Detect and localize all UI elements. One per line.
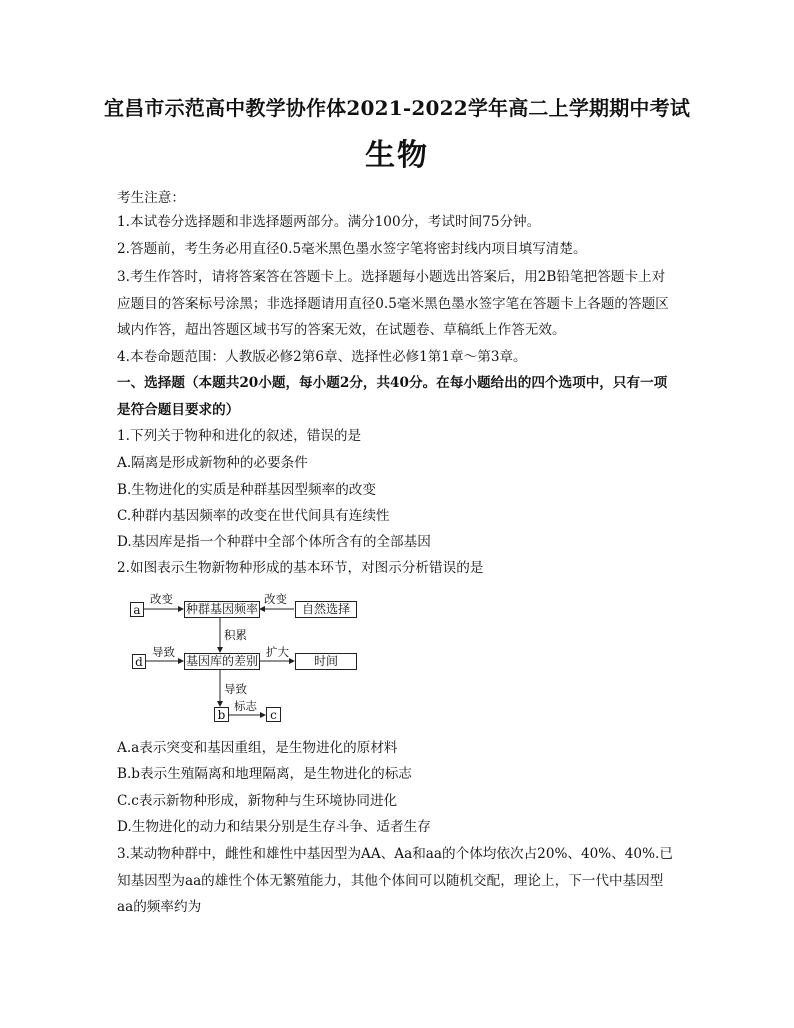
option-d: D.基因库是指一个种群中全部个体所含有的全部基因: [117, 534, 431, 550]
option-c: C.c表示新物种形成，新物种与生环境协同进化: [117, 793, 398, 809]
section-heading: 一、选择题（本题共20小题，每小题2分，共40分。在每小题给出的四个选项中，只有一项: [117, 375, 668, 391]
speciation-diagram: [128, 592, 368, 728]
box-a: a: [130, 602, 144, 617]
box-gene-frequency: 种群基因频率: [185, 602, 258, 616]
section-heading-cont: 是符合题目要求的）: [117, 402, 240, 418]
question-stem-cont: 知基因型为aa的雄性个体无繁殖能力，其他个体间可以随机交配，理论上，下一代中基因型: [117, 873, 664, 889]
box-time: 时间: [295, 653, 357, 670]
subject-title: 生物: [365, 138, 429, 173]
notice-item: 域内作答，超出答题区域书写的答案无效，在试题卷、草稿纸上作答无效。: [117, 322, 566, 338]
exam-title: 宜昌市示范高中教学协作体2021-2022学年高二上学期期中考试: [103, 96, 691, 120]
box-c: c: [266, 707, 281, 722]
option-a: A.隔离是形成新物种的必要条件: [117, 455, 308, 471]
label-change: 改变: [264, 592, 287, 606]
notice-item: 3.考生作答时，请将答案答在答题卡上。选择题每小题选出答案后，用2B铅笔把答题卡上对: [117, 269, 666, 285]
notice-heading: 考生注意：: [117, 190, 185, 206]
notice-item: 1.本试卷分选择题和非选择题两部分。满分100分，考试时间75分钟。: [117, 214, 541, 230]
box-d: d: [132, 654, 146, 669]
box-natural-selection: 自然选择: [295, 601, 357, 618]
question-stem: 2.如图表示生物新物种形成的基本环节，对图示分析错误的是: [117, 560, 484, 576]
box-gene-pool-difference: 基因库的差别: [185, 654, 258, 668]
label-mark: 标志: [234, 699, 257, 713]
option-d: D.生物进化的动力和结果分别是生存斗争、适者生存: [117, 819, 431, 835]
label-lead: 导致: [224, 682, 247, 696]
option-b: B.生物进化的实质是种群基因型频率的改变: [117, 482, 376, 498]
label-lead: 导致: [152, 645, 175, 659]
option-c: C.种群内基因频率的改变在世代间具有连续性: [117, 508, 390, 524]
notice-item: 应题目的答案标号涂黑；非选择题请用直径0.5毫米黑色墨水签字笔在答题卡上各题的答题区: [117, 296, 669, 312]
notice-item: 2.答题前，考生务必用直径0.5毫米黑色墨水签字笔将密封线内项目填写清楚。: [117, 241, 587, 257]
box-b: b: [214, 707, 229, 722]
notice-item: 4.本卷命题范围：人教版必修2第6章、选择性必修1第1章～第3章。: [117, 349, 527, 365]
question-stem-cont: aa的频率约为: [117, 899, 202, 915]
label-accumulate: 积累: [224, 628, 247, 642]
option-a: A.a表示突变和基因重组，是生物进化的原材料: [117, 740, 398, 756]
question-stem: 3.某动物种群中，雌性和雄性中基因型为AA、Aa和aa的个体均依次占20%、40%、40%.已: [117, 846, 673, 862]
option-b: B.b表示生殖隔离和地理隔离，是生物进化的标志: [117, 766, 412, 782]
label-change: 改变: [150, 592, 173, 606]
question-stem: 1.下列关于物种和进化的叙述，错误的是: [117, 428, 362, 444]
label-expand: 扩大: [266, 645, 289, 659]
